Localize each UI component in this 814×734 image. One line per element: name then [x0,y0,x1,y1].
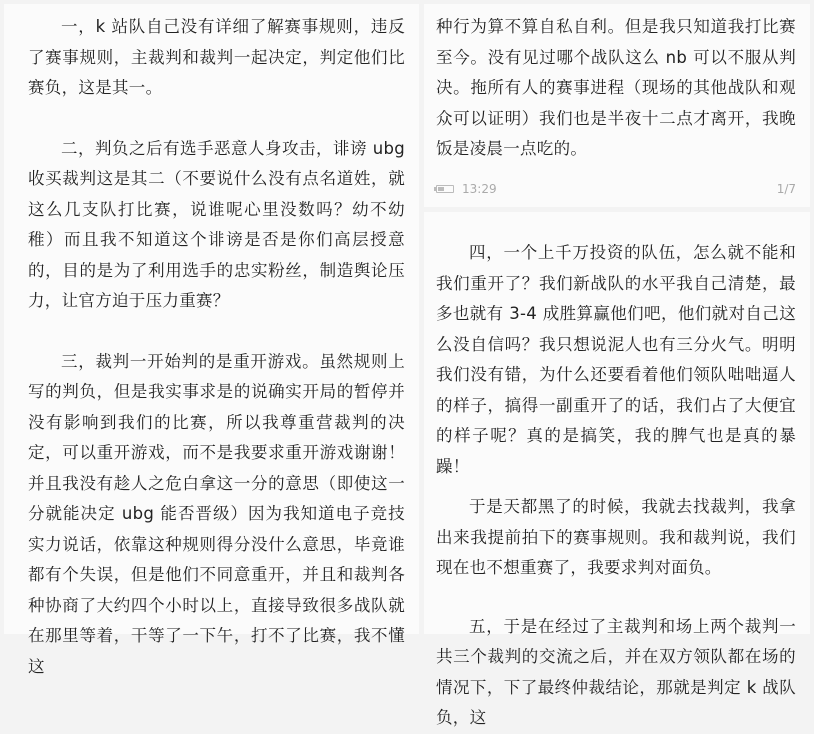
right-top-page-panel [424,4,810,207]
page-indicator: 1/7 [776,182,796,196]
left-page-panel [4,4,419,676]
right-bottom-page-panel [424,212,810,727]
battery-fill [438,187,444,191]
status-time: 13:29 [462,182,497,196]
paragraph-6: 五，于是在经过了主裁判和场上两个裁判一共三个裁判的交流之后，并在双方领队都在场的情况下，下了最终仲裁结论，那就是判定 k 战队负，这 [436,616,796,727]
paragraph-2: 二，判负之后有选手恶意人身攻击，诽谤 ubg 收买裁判这是其二（不要说什么没有点名道姓，就这么几支队打比赛，说谁呢心里没数吗？幼不幼稚）而且我不知道这个诽谤是否是你们高层授意的，目的是为了利用选手的忠实粉丝，制造舆论压力，让官方迫于压力重赛？ [28,138,405,310]
reader-status-bar [436,179,796,199]
paragraph-5: 于是天都黑了的时候，我就去找裁判，我拿出来我提前拍下的赛事规则。我和裁判说，我们现在也不想重赛了，我要求判对面负。 [436,497,796,577]
paragraph-continuation: 种行为算不算自私自利。但是我只知道我打比赛至今。没有见过哪个战队这么 nb 可以不服从判决。拖所有人的赛事进程（现场的其他战队和观众可以证明）我们也是半夜十二点才离开，我晚饭是凌晨一点吃的。 [436,17,796,158]
paragraph-3: 三，裁判一开始判的是重开游戏。虽然规则上写的判负，但是我实事求是的说确实开局的暂停并没有影响到我们的比赛，所以我尊重营裁判的决定，可以重开游戏，而不是我要求重开游戏谢谢！并且我没有趁人之危白拿这一分的意思（即使这一分就能决定 ubg 能否晋级）因为我知道电子竞技实力说话，依靠这种规则得分没什么意思，毕竟谁都有个失误，但是他们不同意重开，并且和裁判各种协商了大约四个小时以上，直接导致很多战队就在那里等着，干等了一下午，打不了比赛，我不懂这 [28,351,405,676]
battery-icon [436,185,454,193]
paragraph-1: 一，k 站队自己没有详细了解赛事规则，违反了赛事规则，主裁判和裁判一起决定，判定他们比赛负，这是其一。 [28,17,405,97]
paragraph-4: 四，一个上千万投资的队伍，怎么就不能和我们重开了？我们新战队的水平我自己清楚，最多也就有 3-4 成胜算赢他们吧，他们就对自己这么没自信吗？我只想说泥人也有三分火气。明明我们没有错，为什么还要看着他们领队咄咄逼人的样子，搞得一副重开了的话，我们占了大便宜的样子呢？真的是搞笑，我的脾气也是真的暴躁！ [436,243,796,476]
